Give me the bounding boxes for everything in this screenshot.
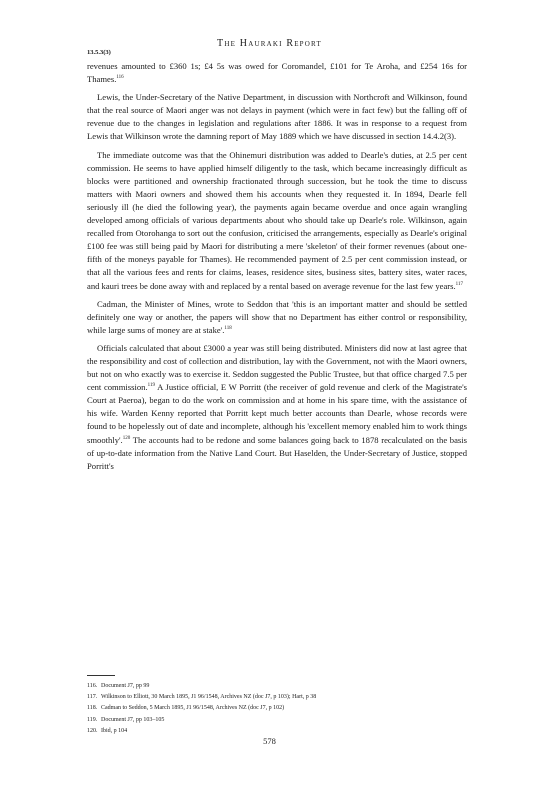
footnote-number: 120. xyxy=(87,727,98,734)
footnote-text: Wilkinson to Elliott, 30 March 1895, J1 96/1548, Archives NZ (doc J7, p 103); Hart, p 38 xyxy=(101,694,317,701)
paragraph-text: Lewis, the Under-Secretary of the Native Department, in discussion with Northcroft and Wilkinson, found that the real source of Maori anger was not delays in payment (which were in fact few) but the falling off of revenue due to the changes in legislation and regulations after 1886. It was in response to a request from Lewis that Wilkinson wrote the damning report of May 1889 which we have discussed in section 14.4.2(3). xyxy=(87,92,467,142)
paragraph xyxy=(87,298,467,337)
paragraph-text: Officials calculated that about £3000 a year was still being distributed. Ministers did now at last agree that the responsibility and cost of collection and distribution, lay with the Government, not with the Maori owners, but not on who exactly was to exercise it. Seddon suggested the Public Trustee, but that office charged 7.5 per cent commission. xyxy=(87,342,467,393)
paragraph-text: The immediate outcome was that the Ohinemuri distribution was added to Dearle's duties, at 2.5 per cent commission. He seems to have applied himself diligently to the task, which became increasingly difficult as blocks were partitioned and ownership fractionated through succession, but he took the time to discuss matters with Maori owners and showed them his accounts when they requested it. In 1894, Dearle fell seriously ill (he died the following year), the payments again became overdue and once again wrangling developed among officials of various departments about who should take up Dearle's role. Wilkinson, again recalled from Otorohanga to sort out the confusion, criticised the arrangements, especially as Dearle's original £100 fee was still being paid by Maori for distributing a mere 'skeleton' of their former revenues (about one-fifth of the moneys payable for Thames). He recommended payment of 2.5 per cent commission instead, or that all the various fees and rents for claims, leases, residence sites, business sites, battery sites, water races, and kauri trees be done away with and replaced by a rental based on average revenue for the last few years. xyxy=(87,149,467,291)
footnote xyxy=(87,692,467,703)
footnote-text: Document J7, pp 99 xyxy=(101,683,150,689)
footnote-number: 117. xyxy=(87,694,98,701)
section-number: 13.5.3(3) xyxy=(87,49,111,56)
footnote-ref: 120 xyxy=(122,435,131,441)
paragraph xyxy=(87,91,467,143)
footnote-text: Cadman to Seddon, 5 March 1895, J1 96/1548, Archives NZ (doc J7, p 102) xyxy=(101,705,285,712)
footnote-divider xyxy=(87,675,115,676)
footnote-number: 119. xyxy=(87,716,98,723)
footnote-number: 116. xyxy=(87,683,98,689)
paragraph xyxy=(87,149,467,293)
footnote-ref: 116 xyxy=(116,75,124,81)
paragraph xyxy=(87,342,467,473)
footnote-text: Document J7, pp 103–105 xyxy=(101,716,165,723)
paragraph-text: A Justice official, E W Porritt (the receiver of gold revenue and clerk of the Magistrate's Court at Paeroa), began to do the work on commission and at home in his spare time, with the assistance of his wife. Warden Kenny reported that Porritt kept much better accounts than Dearle, whose records were found to be hopelessly out of date and incomplete, although his 'excellent memory enabled him to work things smoothly'. xyxy=(87,382,467,445)
footnote-text: Ibid, p 104 xyxy=(101,727,128,734)
paragraph-text: revenues amounted to £360 1s; £4 5s was owed for Coromandel, £101 for Te Aroha, and £254 16s for Thames. xyxy=(87,61,467,85)
running-title: The Hauraki Report xyxy=(217,38,322,49)
footnote-ref: 119 xyxy=(147,383,155,389)
footnote-ref: 118 xyxy=(224,325,232,331)
body-text xyxy=(87,60,467,478)
page-number: 578 xyxy=(263,736,276,746)
footnote-number: 118. xyxy=(87,705,98,712)
paragraph-text: Cadman, the Minister of Mines, wrote to Seddon that 'this is an important matter and should be settled definitely one way or another, the papers will show that no Department has either control or responsibility, while large sums of money are at stake'. xyxy=(87,298,467,335)
footnote xyxy=(87,703,467,714)
footnote xyxy=(87,681,467,692)
footnotes xyxy=(87,681,467,737)
paragraph xyxy=(87,60,467,86)
footnote-ref: 117 xyxy=(455,281,463,287)
footnote xyxy=(87,715,467,726)
paragraph-text: The accounts had to be redone and some balances going back to 1878 recalculated on the basis of up-to-date information from the Native Land Court. But Haselden, the Under-Secretary of Justice, stopped Porritt's xyxy=(87,434,467,471)
